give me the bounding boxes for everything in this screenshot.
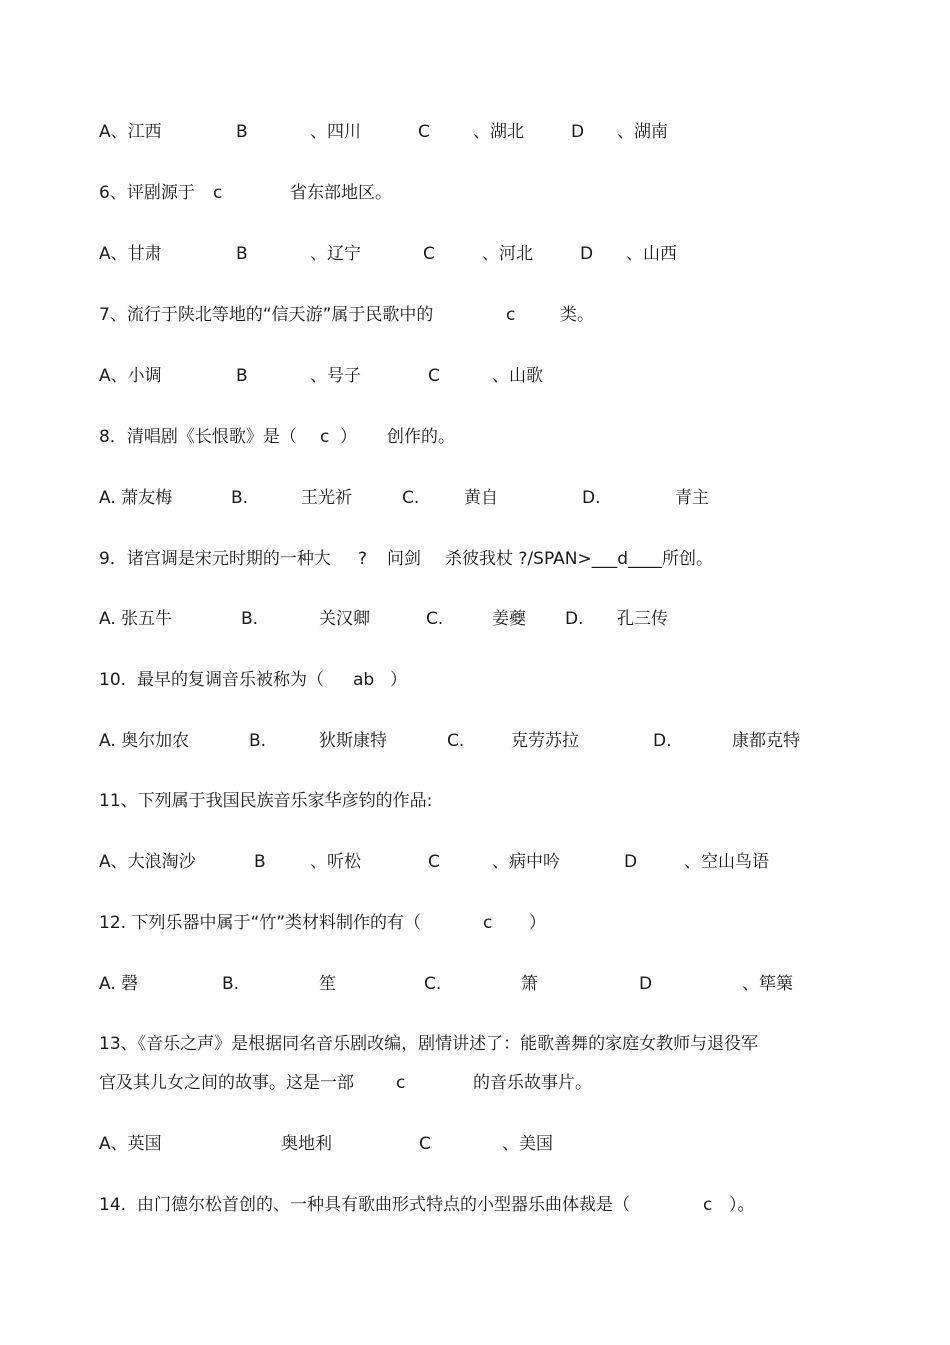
- question-text: ）: [390, 670, 407, 690]
- answer: c: [506, 305, 516, 325]
- option-c-letter: C: [428, 366, 440, 386]
- option-c: 、病中吟: [492, 852, 560, 872]
- option-c-letter: C: [419, 1134, 431, 1154]
- option-c-letter: C.: [426, 609, 444, 629]
- option-d-letter: D: [639, 974, 653, 994]
- answer: ab: [353, 670, 375, 690]
- option-d: 、山西: [626, 244, 677, 264]
- option-d-letter: D.: [582, 488, 601, 508]
- option-a: A. 奥尔加农: [99, 731, 190, 751]
- option-b-letter: B.: [231, 488, 249, 508]
- question-text: 由门德尔松首创的、一种具有歌曲形式特点的小型器乐曲体裁是（: [137, 1195, 630, 1215]
- question-text: 官及其儿女之间的故事。这是一部: [99, 1073, 354, 1093]
- question-text: 类。: [560, 305, 594, 325]
- question-14: 14.: [99, 1195, 127, 1215]
- option-a: A. 磬: [99, 974, 139, 994]
- question-text: ）。: [729, 1195, 755, 1215]
- option-d-letter: D: [624, 852, 638, 872]
- option-b: 、号子: [310, 366, 361, 386]
- question-text: ）: [529, 913, 546, 933]
- option-c-letter: C.: [402, 488, 420, 508]
- option-b-letter: B: [236, 122, 248, 142]
- question-7: 7、流行于陕北等地的“信天游”属于民歌中的: [99, 305, 434, 325]
- question-text: ）: [340, 427, 357, 447]
- question-text: 最早的复调音乐被称为（: [137, 670, 324, 690]
- option-c: 姜夔: [492, 609, 526, 629]
- option-b: 奥地利: [281, 1134, 332, 1154]
- option-d: 青主: [675, 488, 709, 508]
- option-a: A. 张五牛: [99, 609, 173, 629]
- option-b-letter: B: [254, 852, 266, 872]
- option-c: 、湖北: [473, 122, 524, 142]
- answer: c: [320, 427, 330, 447]
- option-d-letter: D.: [565, 609, 584, 629]
- option-c-letter: C.: [424, 974, 442, 994]
- option-d-letter: D: [571, 122, 585, 142]
- option-b-letter: B.: [222, 974, 240, 994]
- question-text: 杀彼我杖 ?/SPAN>___d____所创。: [445, 549, 713, 569]
- question-text: 的音乐故事片。: [473, 1073, 592, 1093]
- option-c-letter: C.: [447, 731, 465, 751]
- option-b-letter: B.: [249, 731, 267, 751]
- option-b: 关汉卿: [319, 609, 370, 629]
- question-8: 8．清唱剧《长恨歌》是（: [99, 427, 297, 447]
- option-c: 、美国: [502, 1134, 553, 1154]
- option-c: 箫: [521, 974, 538, 994]
- question-9: 9．诸宫调是宋元时期的一种大: [99, 549, 331, 569]
- question-text: ?: [358, 549, 368, 569]
- option-a: A、江西: [99, 122, 162, 142]
- option-b-letter: B.: [241, 609, 259, 629]
- answer: c: [396, 1073, 406, 1093]
- answer: c: [483, 913, 493, 933]
- option-d-letter: D: [580, 244, 594, 264]
- question-text: 创作的。: [387, 427, 455, 447]
- option-b-letter: B: [236, 366, 248, 386]
- question-10: 10.: [99, 670, 127, 690]
- option-c: 黄自: [464, 488, 498, 508]
- option-c-letter: C: [423, 244, 435, 264]
- option-a: A、小调: [99, 366, 162, 386]
- option-b: 狄斯康特: [319, 731, 387, 751]
- question-text: 省东部地区。: [290, 183, 392, 203]
- option-a: A、英国: [99, 1134, 162, 1154]
- option-c-letter: C: [418, 122, 430, 142]
- option-b: 笙: [319, 974, 336, 994]
- option-c-letter: C: [428, 852, 440, 872]
- option-b: 王光祈: [301, 488, 352, 508]
- option-d-letter: D.: [653, 731, 672, 751]
- question-6: 6、评剧源于: [99, 183, 195, 203]
- option-c: 、河北: [482, 244, 533, 264]
- option-d: 、筚篥: [742, 974, 793, 994]
- option-d: 、湖南: [617, 122, 668, 142]
- question-text: 问剑: [387, 549, 421, 569]
- option-b: 、四川: [310, 122, 361, 142]
- option-c: 克劳苏拉: [511, 731, 579, 751]
- option-d: 、空山鸟语: [684, 852, 769, 872]
- answer: c: [213, 183, 223, 203]
- option-d: 康都克特: [732, 731, 800, 751]
- option-d: 孔三传: [617, 609, 668, 629]
- option-b: 、听松: [310, 852, 361, 872]
- question-12: 12. 下列乐器中属于“竹”类材料制作的有（: [99, 913, 422, 933]
- option-a: A、甘肃: [99, 244, 162, 264]
- option-a: A、大浪淘沙: [99, 852, 196, 872]
- option-a: A. 萧友梅: [99, 488, 173, 508]
- answer: c: [703, 1195, 713, 1215]
- option-b: 、辽宁: [310, 244, 361, 264]
- question-13: 13、《音乐之声》是根据同名音乐剧改编，剧情讲述了：能歌善舞的家庭女教师与退役军: [99, 1034, 759, 1054]
- option-b-letter: B: [236, 244, 248, 264]
- question-11: 11、下列属于我国民族音乐家华彦钧的作品:: [99, 791, 433, 811]
- option-c: 、山歌: [492, 366, 543, 386]
